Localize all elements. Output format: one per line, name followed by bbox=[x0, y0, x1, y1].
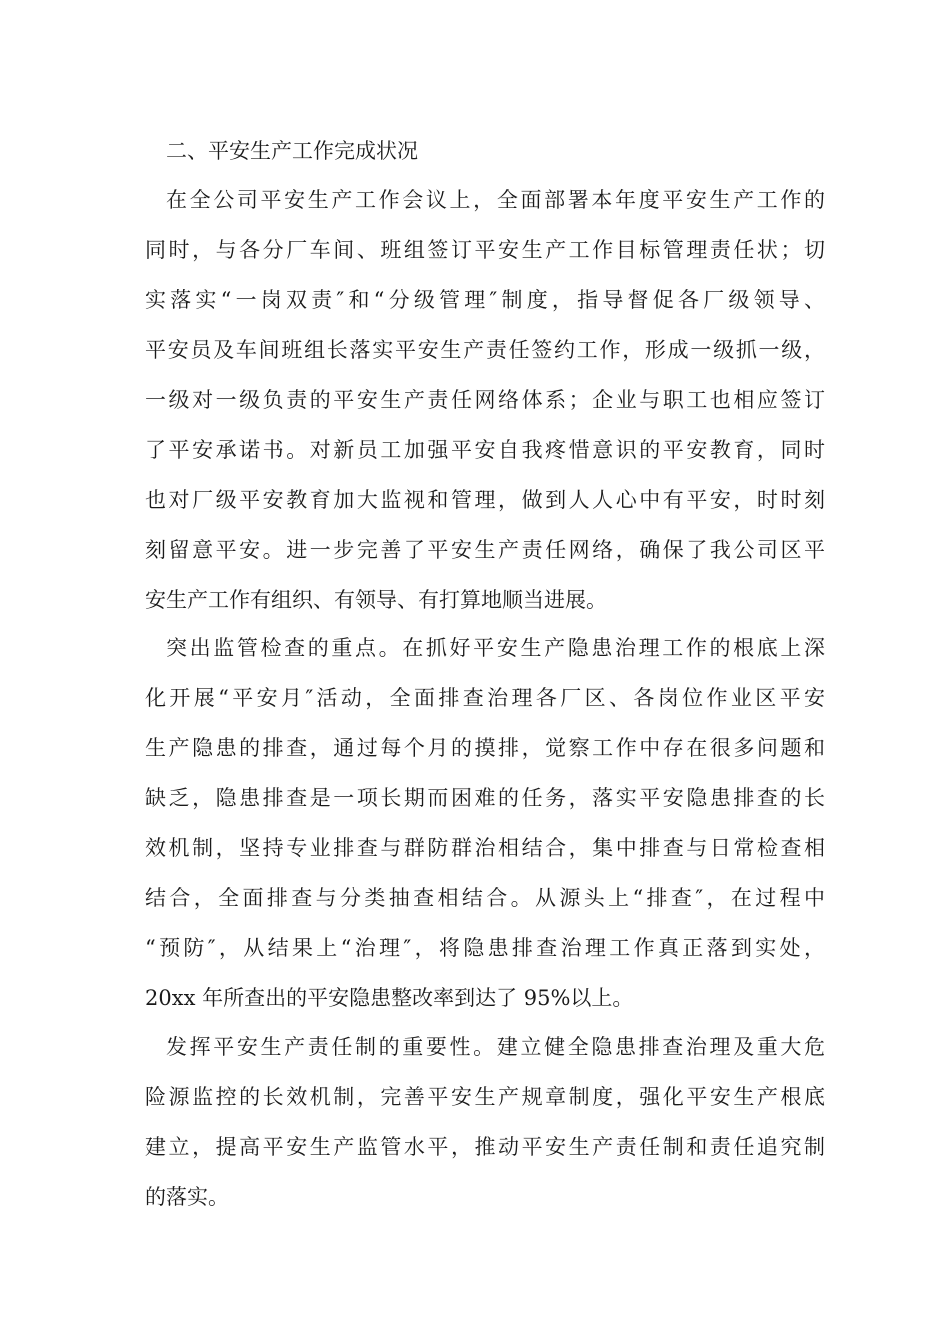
paragraph-2-line-2: 化开展“平安月″活动，全面排查治理各厂区、各岗位作业区平安 bbox=[145, 686, 825, 710]
paragraph-2-line-6: 结合，全面排查与分类抽查相结合。从源头上“排查″，在过程中 bbox=[145, 886, 825, 910]
paragraph-1-line-6: 了平安承诺书。对新员工加强平安自我疼惜意识的平安教育，同时 bbox=[145, 438, 825, 462]
paragraph-2-line-5: 效机制，坚持专业排查与群防群治相结合，集中排查与日常检查相 bbox=[145, 836, 825, 860]
paragraph-3-line-4: 的落实。 bbox=[145, 1185, 229, 1209]
paragraph-2-line-7: “预防″，从结果上“治理″，将隐患排查治理工作真正落到实处， bbox=[145, 936, 825, 960]
paragraph-3-line-3: 建立，提高平安生产监管水平，推动平安生产责任制和责任追究制 bbox=[145, 1135, 825, 1159]
paragraph-1-line-4: 平安员及车间班组长落实平安生产责任签约工作，形成一级抓一级， bbox=[145, 338, 825, 362]
paragraph-1-line-2: 同时，与各分厂车间、班组签订平安生产工作目标管理责任状；切 bbox=[145, 238, 825, 262]
section-heading: 二、平安生产工作完成状况 bbox=[166, 139, 418, 163]
paragraph-2-line-4: 缺乏，隐患排查是一项长期而困难的任务，落实平安隐患排查的长 bbox=[145, 786, 825, 810]
paragraph-2-line-8: 20xx 年所查出的平安隐患整改率到达了 95%以上。 bbox=[145, 986, 634, 1010]
paragraph-2-line-1: 突出监管检查的重点。在抓好平安生产隐患治理工作的根底上深 bbox=[166, 636, 825, 660]
paragraph-3-line-1: 发挥平安生产责任制的重要性。建立健全隐患排查治理及重大危 bbox=[166, 1035, 825, 1059]
paragraph-2-line-3: 生产隐患的排查，通过每个月的摸排，觉察工作中存在很多问题和 bbox=[145, 736, 825, 760]
paragraph-1-line-3: 实落实“一岗双责″和“分级管理″制度，指导督促各厂级领导、 bbox=[145, 288, 825, 312]
paragraph-1-line-8: 刻留意平安。进一步完善了平安生产责任网络，确保了我公司区平 bbox=[145, 538, 825, 562]
paragraph-1-line-7: 也对厂级平安教育加大监视和管理，做到人人心中有平安，时时刻 bbox=[145, 488, 825, 512]
paragraph-3-line-2: 险源监控的长效机制，完善平安生产规章制度，强化平安生产根底 bbox=[145, 1085, 825, 1109]
paragraph-1-line-9: 安生产工作有组织、有领导、有打算地顺当进展。 bbox=[145, 588, 607, 612]
paragraph-1-line-1: 在全公司平安生产工作会议上，全面部署本年度平安生产工作的 bbox=[166, 188, 825, 212]
paragraph-1-line-5: 一级对一级负责的平安生产责任网络体系；企业与职工也相应签订 bbox=[145, 388, 825, 412]
